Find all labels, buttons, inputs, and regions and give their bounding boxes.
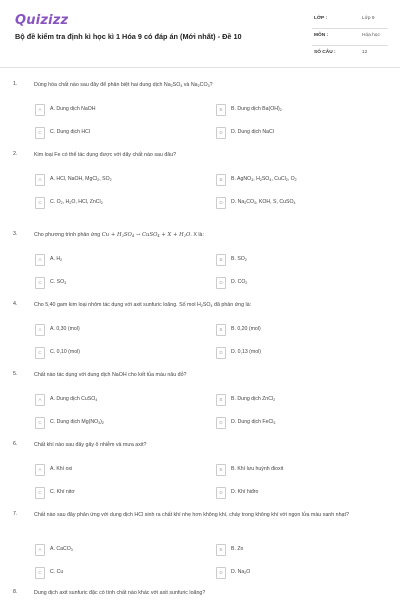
option-letter-box: B [216,464,226,476]
quizizz-logo: Quizizz [15,13,69,28]
option-letter-box: A [35,174,45,186]
answer-option-b[interactable] [216,174,368,186]
page-title: Bộ đề kiểm tra định kì học kì 1 Hóa 9 có đáp án (Mới nhất) - Đề 10 [15,32,242,41]
option-text: B. $SO_2$ [231,256,247,262]
option-letter-box: D [216,417,226,429]
answer-option-a[interactable] [35,324,187,336]
meta-table [312,12,388,62]
option-letter-box: C [35,347,45,359]
question-text: Dùng hóa chất nào sau đây để phân biệt hai dung dịch $Na_2SO_4$ và $Na_2CO_3$? [34,82,213,88]
answer-option-b[interactable] [216,544,368,556]
question-number: 3. [13,231,18,237]
option-text: A. 0,30 (mol) [50,326,80,332]
answer-option-b[interactable] [216,254,368,266]
meta-key: MÔN : [314,33,329,38]
meta-value: 12 [362,50,368,55]
option-letter-box: A [35,254,45,266]
option-text: D. $Na_2CO_3$, KOH, S, CuSO$_4$ [231,199,296,205]
option-letter-box: C [35,567,45,579]
option-letter-box: D [216,487,226,499]
question-text: Dung dịch axit sunfuric đặc có tính chất nào khác với axit sunfuric loãng? [34,590,206,596]
meta-row-subject [312,29,388,46]
option-text: B. AgNO$_3$, $H_2SO_4$, CuCl$_2$, $O_2$ [231,176,297,182]
question-number: 7. [13,511,18,517]
meta-key: LỚP : [314,16,328,21]
option-text: B. 0,20 (mol) [231,326,261,332]
answer-option-d[interactable] [216,417,368,429]
option-letter-box: A [35,464,45,476]
option-text: D. Dung dịch NaCl [231,129,274,135]
meta-row-count [312,46,388,62]
question-text: Chất nào sau đây phản ứng với dung dịch HCl sinh ra chất khí nhẹ hơn không khí, cháy trong không khí với ngọn lửa màu xanh nhạt? [34,512,349,518]
answer-option-d[interactable] [216,127,368,139]
option-text: D. $CO_2$ [231,279,248,285]
answer-option-d[interactable] [216,487,368,499]
option-letter-box: B [216,254,226,266]
option-letter-box: C [35,487,45,499]
question-number: 8. [13,589,18,595]
answer-option-b[interactable] [216,394,368,406]
option-text: A. Dung dịch CuSO$_4$ [50,396,98,402]
question-number: 2. [13,151,18,157]
answer-option-c[interactable] [35,197,187,209]
answer-option-c[interactable] [35,347,187,359]
option-text: A. CaCO$_3$ [50,546,73,552]
question-number: 4. [13,301,18,307]
option-text: C. $SO_3$ [50,279,67,285]
option-text: C. 0,10 (mol) [50,349,80,355]
answer-option-d[interactable] [216,197,368,209]
option-text: C. Dung dịch HCl [50,129,91,135]
option-text: D. $Na_2O$ [231,569,251,575]
answer-option-a[interactable] [35,104,187,116]
option-letter-box: B [216,174,226,186]
answer-option-a[interactable] [35,174,187,186]
option-text: C. Cu [50,569,64,575]
option-text: B. Dung dịch $Ba(OH)_2$ [231,106,282,112]
option-letter-box: D [216,277,226,289]
option-text: B. Zn [231,546,244,552]
option-letter-box: C [35,277,45,289]
question-number: 5. [13,371,18,377]
answer-option-b[interactable] [216,324,368,336]
option-letter-box: B [216,324,226,336]
option-text: A. Khí oxi [50,466,73,472]
option-letter-box: A [35,394,45,406]
option-letter-box: B [216,394,226,406]
option-letter-box: A [35,324,45,336]
answer-option-a[interactable] [35,544,187,556]
option-text: B. Khí lưu huỳnh đioxit [231,466,284,472]
answer-option-c[interactable] [35,127,187,139]
option-letter-box: C [35,127,45,139]
option-text: A. Dung dịch NaOH [50,106,96,112]
meta-key: SỐ CÂU : [314,50,336,55]
question-text: Chất khí nào sau đây gây ô nhiễm và mưa axit? [34,442,147,448]
option-text: D. Dung dịch FeCl$_3$ [231,419,276,425]
option-text: B. Dung dịch ZnCl$_2$ [231,396,276,402]
answer-option-b[interactable] [216,104,368,116]
option-letter-box: D [216,567,226,579]
option-letter-box: B [216,104,226,116]
question-text: Cho phương trình phản ứng $Cu + H_2SO_4$ → CuSO$_4$ + $X + H_2O$. X là: [34,232,204,238]
answer-option-c[interactable] [35,277,187,289]
answer-option-a[interactable] [35,254,187,266]
answer-option-d[interactable] [216,347,368,359]
option-letter-box: A [35,104,45,116]
meta-value: Lớp 9 [362,16,375,21]
question-number: 6. [13,441,18,447]
question-text: Cho 5,40 gam kim loại nhôm tác dụng với axit sunfuric loãng. Số mol $H_2SO_4$ đã phản ứng là: [34,302,252,308]
option-letter-box: A [35,544,45,556]
option-letter-box: C [35,197,45,209]
option-letter-box: B [216,544,226,556]
option-text: A. $H_2$ [50,256,63,262]
answer-option-d[interactable] [216,277,368,289]
answer-option-d[interactable] [216,567,368,579]
header-divider [0,67,400,68]
question-text: Kim loại Fe có thể tác dụng được với dãy chất nào sau đâu? [34,152,177,158]
option-text: A. HCl, NaOH, MgCl$_2$, $SO_2$ [50,176,112,182]
question-text: Chất nào tác dụng với dung dịch NaOH cho kết tủa màu nâu đỏ? [34,372,187,378]
option-text: D. Khí hiđro [231,489,259,495]
option-letter-box: C [35,417,45,429]
question-number: 1. [13,81,18,87]
answer-option-a[interactable] [35,394,187,406]
answer-option-c[interactable] [35,417,187,429]
option-text: C. Khí nitơ [50,489,75,495]
option-text: D. 0,13 (mol) [231,349,261,355]
option-text: C. Dung dịch $Mg(NO_3)_2$ [50,419,104,425]
meta-row-class [312,12,388,29]
answer-option-c[interactable] [35,487,187,499]
option-text: C. $O_2$, $H_2O$, HCl, ZnCl$_2$ [50,199,103,205]
option-letter-box: D [216,347,226,359]
answer-option-b[interactable] [216,464,368,476]
answer-option-c[interactable] [35,567,187,579]
option-letter-box: D [216,127,226,139]
option-letter-box: D [216,197,226,209]
meta-value: Hóa học [362,33,380,38]
answer-option-a[interactable] [35,464,187,476]
